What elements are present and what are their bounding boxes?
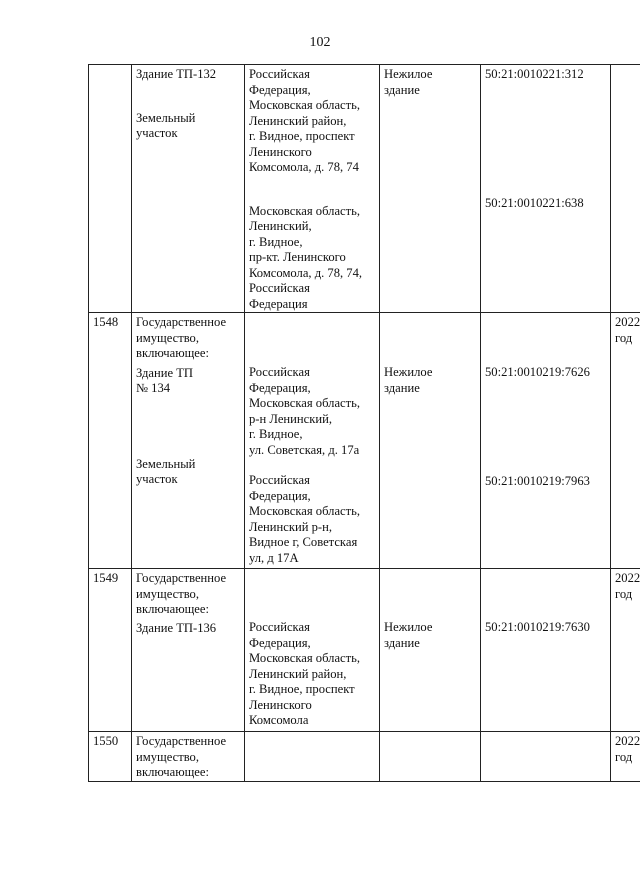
cell-year xyxy=(611,65,640,313)
item-cadastral: 50:21:0010221:312 xyxy=(485,67,584,81)
item-name: Здание ТП № 134 xyxy=(136,365,193,395)
item-address: Российская Федерация, Московская область, Ленинский район, г. Видное, проспект Ленинского Комсомола, д. 78, 74 xyxy=(249,67,361,174)
table-row xyxy=(89,65,640,313)
cell-number: 1548 xyxy=(89,313,132,569)
cell-number xyxy=(89,65,132,313)
cell-name: Государственное имущество, включающее: xyxy=(132,732,245,782)
item-address: Российская Федерация, Московская область, р-н Ленинский, г. Видное, ул. Советская, д. 17а xyxy=(249,365,361,457)
table-row xyxy=(89,732,640,782)
cell-address xyxy=(245,732,380,782)
item-name: Земельный участок xyxy=(136,456,196,486)
item-address: Московская область, Ленинский, г. Видное, пр-кт. Ленинского Комсомола, д. 78, 74, Российская Федерация xyxy=(249,203,363,311)
cell-name xyxy=(132,313,245,569)
item-cadastral: 50:21:0010219:7626 xyxy=(485,365,590,379)
cell-year: 2022 год xyxy=(611,569,640,732)
row-title: Государственное имущество, включающее: xyxy=(136,315,227,360)
cell-cadastral xyxy=(481,65,611,313)
cell-type xyxy=(380,65,481,313)
cell-address xyxy=(245,313,380,569)
cell-type xyxy=(380,313,481,569)
cell-address xyxy=(245,569,380,732)
item-name: Здание ТП-132 xyxy=(136,67,217,81)
cell-year: 2022 год xyxy=(611,732,640,782)
item-name: Земельный участок xyxy=(136,110,196,140)
cell-cadastral xyxy=(481,313,611,569)
cell-cadastral xyxy=(481,569,611,732)
item-cadastral: 50:21:0010221:638 xyxy=(485,195,584,210)
item-cadastral: 50:21:0010219:7963 xyxy=(485,473,590,488)
property-registry-table xyxy=(88,64,640,782)
cell-type xyxy=(380,732,481,782)
table-row xyxy=(89,313,640,569)
cell-cadastral xyxy=(481,732,611,782)
page-number: 102 xyxy=(309,35,331,50)
item-address: Российская Федерация, Московская область, Ленинский р-н, Видное г, Советская ул, д 17А xyxy=(249,473,361,565)
cell-type xyxy=(380,569,481,732)
cell-number: 1550 xyxy=(89,732,132,782)
item-cadastral: 50:21:0010219:7630 xyxy=(485,620,590,634)
cell-address xyxy=(245,65,380,313)
cell-name xyxy=(132,65,245,313)
cell-year: 2022 год xyxy=(611,313,640,569)
item-type: Нежилое здание xyxy=(384,365,433,395)
cell-name xyxy=(132,569,245,732)
table-row xyxy=(89,569,640,732)
item-address: Российская Федерация, Московская область, Ленинский район, г. Видное, проспект Ленинского Комсомола xyxy=(249,620,361,727)
item-type: Нежилое здание xyxy=(384,67,433,97)
item-type: Нежилое здание xyxy=(384,620,433,650)
row-title: Государственное имущество, включающее: xyxy=(136,571,227,616)
cell-number: 1549 xyxy=(89,569,132,732)
item-name: Здание ТП-136 xyxy=(136,620,217,635)
